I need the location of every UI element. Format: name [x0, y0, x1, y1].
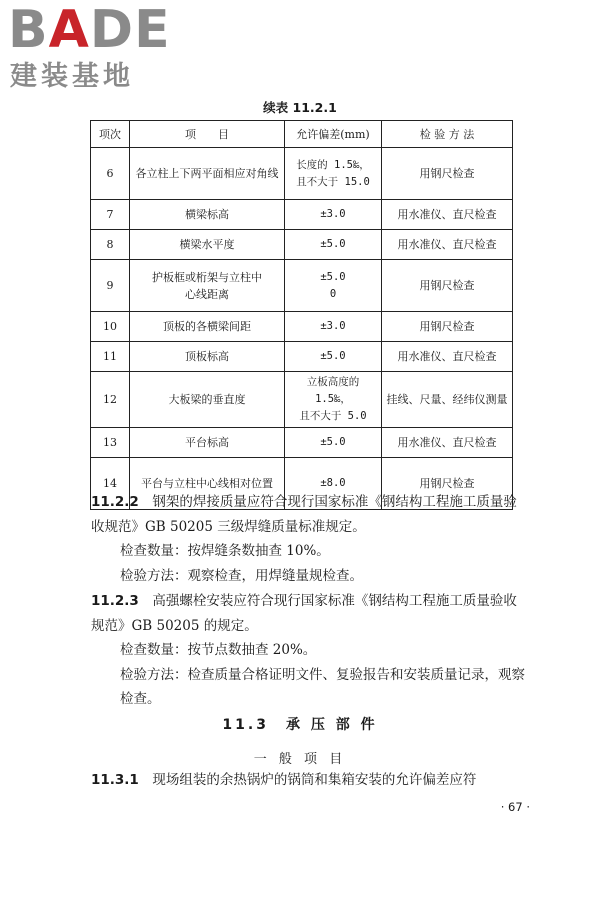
header-no: 项次: [91, 121, 130, 148]
cell-item: 顶板标高: [130, 342, 285, 372]
logo-letter: B: [8, 0, 49, 60]
cell-no: 6: [91, 148, 130, 200]
clause-text: 现场组装的余热锅炉的锅筒和集箱安装的允许偏差应符: [152, 772, 477, 788]
cell-no: 8: [91, 230, 130, 260]
table-row: [91, 342, 513, 372]
table-row: [91, 312, 513, 342]
tolerance-line: 0: [329, 287, 337, 300]
clause-text: 钢架的焊接质量应符合现行国家标准《钢结构工程施工质量验收规范》GB 50205 三级焊缝质量标准规定。: [91, 494, 517, 535]
check-method: 检验方法：观察检查，用焊缝量规检查。: [120, 567, 363, 584]
table-row: [91, 200, 513, 230]
cell-item: 大板梁的垂直度: [130, 372, 285, 428]
cell-no: 10: [91, 312, 130, 342]
cell-method: 用钢尺检查: [382, 458, 513, 510]
subsection-title: 一 般 项 目: [253, 752, 347, 767]
cell-item: 各立柱上下两平面相应对角线: [130, 148, 285, 200]
table-caption: 续表 11.2.1: [263, 100, 337, 115]
section-title: 11.3 承 压 部 件: [222, 717, 378, 733]
cell-item: 平台标高: [130, 428, 285, 458]
cell-tolerance: [285, 428, 382, 458]
table-row: [91, 428, 513, 458]
clause-number: 11.2.2: [91, 494, 139, 510]
tolerance-line: 且不大于 15.0: [296, 175, 370, 188]
cell-no: 11: [91, 342, 130, 372]
header-tolerance: 允许偏差(mm): [285, 121, 382, 148]
logo-letters: [8, 0, 171, 60]
page-number: · 67 ·: [500, 800, 530, 814]
clause-paragraph: [91, 490, 528, 539]
clause-paragraph: [91, 589, 528, 638]
cell-method: 挂线、尺量、经纬仪测量: [382, 372, 513, 428]
clause-11-2-2: [91, 490, 528, 588]
check-quantity: 检查数量：按焊缝条数抽查 10%。: [120, 543, 330, 560]
cell-tolerance: [285, 372, 382, 428]
clause-text: 高强螺栓安装应符合现行国家标准《钢结构工程施工质量验收规范》GB 50205 的规定。: [91, 593, 517, 634]
cell-tolerance: [285, 260, 382, 312]
tolerance-table: [90, 120, 513, 510]
cell-item: 护板框或桁架与立柱中心线距离: [130, 260, 285, 312]
logo-subtitle: 建装基地: [10, 61, 134, 92]
cell-no: 14: [91, 458, 130, 510]
logo-letter: A: [48, 0, 90, 60]
logo: [8, 0, 178, 96]
check-method: 检验方法：检查质量合格证明文件、复验报告和安装质量记录，观察检查。: [120, 666, 525, 708]
cell-item: 平台与立柱中心线相对位置: [130, 458, 285, 510]
cell-no: 7: [91, 200, 130, 230]
tolerance-line: 立板高度的 1.5‰，: [306, 376, 360, 405]
tolerance-line: ±5.0: [320, 270, 346, 283]
table-row: [91, 260, 513, 312]
logo-letter: E: [134, 0, 171, 60]
cell-no: 12: [91, 372, 130, 428]
cell-method: 用钢尺检查: [382, 260, 513, 312]
cell-tolerance: [285, 312, 382, 342]
cell-method: 用水准仪、直尺检查: [382, 428, 513, 458]
logo-letter: D: [89, 0, 135, 60]
cell-tolerance: [285, 148, 382, 200]
table-header-row: [91, 121, 513, 148]
cell-item: 顶板的各横梁间距: [130, 312, 285, 342]
clause-paragraph: [91, 768, 528, 793]
clause-number: 11.3.1: [91, 772, 139, 788]
table-row: [91, 372, 513, 428]
clause-11-3-1: [91, 768, 528, 793]
cell-tolerance: [285, 200, 382, 230]
tolerance-line: 长度的 1.5‰，: [296, 158, 370, 171]
table-row: [91, 230, 513, 260]
cell-no: 13: [91, 428, 130, 458]
cell-method: 用钢尺检查: [382, 148, 513, 200]
cell-method: 用钢尺检查: [382, 312, 513, 342]
cell-method: 用水准仪、直尺检查: [382, 200, 513, 230]
header-item: 项 目: [130, 121, 285, 148]
clause-11-2-3: [91, 589, 528, 712]
cell-method: 用水准仪、直尺检查: [382, 230, 513, 260]
tolerance-line: 且不大于 5.0: [299, 410, 367, 422]
tolerance-line: ±3.0: [320, 320, 346, 332]
cell-no: 9: [91, 260, 130, 312]
cell-method: 用水准仪、直尺检查: [382, 342, 513, 372]
cell-tolerance: [285, 342, 382, 372]
table-row: [91, 148, 513, 200]
cell-tolerance: [285, 230, 382, 260]
tolerance-line: ±5.0: [320, 238, 346, 250]
tolerance-line: ±5.0: [320, 436, 346, 448]
header-method: 检 验 方 法: [382, 121, 513, 148]
tolerance-line: ±3.0: [320, 208, 346, 220]
clause-number: 11.2.3: [91, 593, 139, 609]
cell-item: 横梁标高: [130, 200, 285, 230]
tolerance-line: ±5.0: [320, 350, 346, 362]
cell-item: 横梁水平度: [130, 230, 285, 260]
check-quantity: 检查数量：按节点数抽查 20%。: [120, 642, 317, 659]
tolerance-line: ±8.0: [320, 477, 346, 489]
